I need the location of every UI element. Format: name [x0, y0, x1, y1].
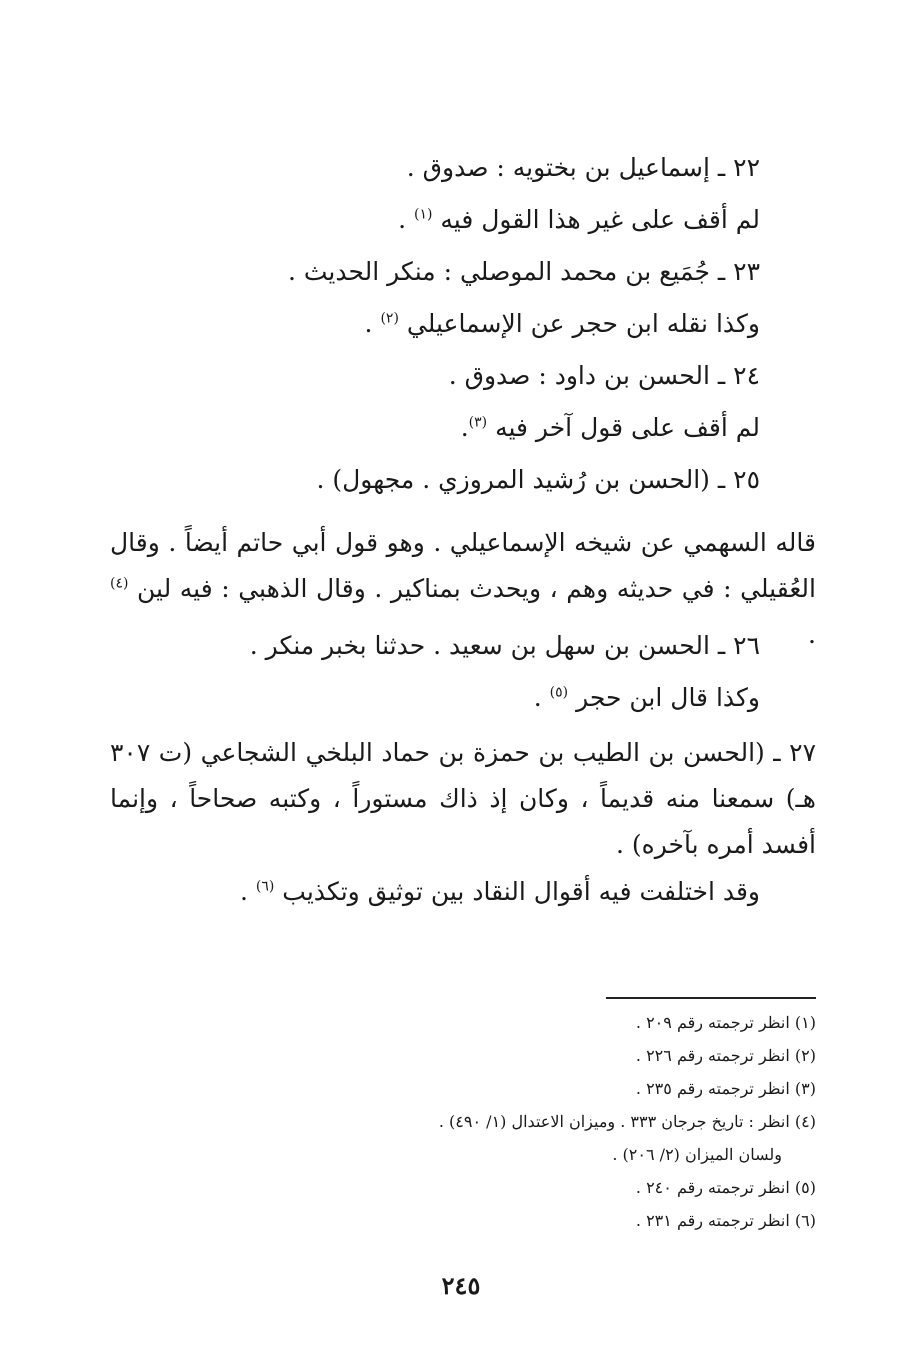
- main-text: [110, 142, 760, 506]
- entry-25-note: قاله السهمي عن شيخه الإسماعيلي . وهو قول أبي حاتم أيضاً . وقال العُقيلي : في حديثه وهم ، ويحدث بمناكير . وقال الذهبي : فيه لين $^{(٤)}$ .: [110, 528, 816, 649]
- footnote-ref: (١): [413, 206, 433, 223]
- entry-24-note: لم أقف على قول آخر فيه $^{(٣)}$.: [460, 413, 760, 442]
- footnote-1: (١) انظر ترجمته رقم ٢٠٩ .: [635, 1013, 816, 1032]
- footnote-2: (٢) انظر ترجمته رقم ٢٢٦ .: [635, 1046, 816, 1065]
- entry-25-heading: ٢٥ ـ (الحسن بن رُشيد المروزي . مجهول) .: [316, 465, 760, 494]
- footnote-ref: (٢): [380, 310, 399, 327]
- footnote-divider: [606, 997, 816, 999]
- entry-23-note: وكذا نقله ابن حجر عن الإسماعيلي $^{(٢)}$ .: [364, 309, 760, 338]
- footnote-ref: (٣): [468, 414, 488, 431]
- footnote-ref: (٦): [255, 878, 275, 895]
- entry-27-note: وقد اختلفت فيه أقوال النقاد بين توثيق وتكذيب $^{(٦)}$ .: [239, 877, 760, 906]
- entry-26-heading: ٢٦ ـ الحسن بن سهل بن سعيد . حدثنا بخبر منكر .: [249, 631, 760, 660]
- footnote-4-continuation: ولسان الميزان (٢/ ٢٠٦) .: [612, 1145, 782, 1164]
- footnote-6: (٦) انظر ترجمته رقم ٢٣١ .: [635, 1211, 816, 1230]
- main-text-wide-2: [110, 730, 816, 876]
- entry-24-heading: ٢٤ ـ الحسن بن داود : صدوق .: [448, 361, 760, 390]
- entry-22-note: لم أقف على غير هذا القول فيه $^{(١)}$ .: [398, 205, 760, 234]
- footnote-3: (٣) انظر ترجمته رقم ٢٣٥ .: [635, 1079, 816, 1098]
- footnotes: [256, 1006, 816, 1237]
- footnote-ref: (٥): [549, 684, 569, 701]
- entry-26-note: وكذا قال ابن حجر $^{(٥)}$ .: [533, 683, 760, 712]
- entry-27-heading: ٢٧ ـ (الحسن بن الطيب بن حمزة بن حماد البلخي الشجاعي (ت ٣٠٧ هـ) سمعنا منه قديماً ، وكان إذ ذاك مستوراً ، وكتبه صحاحاً ، وإنما أفسد أمره بآخره) .: [110, 738, 816, 859]
- main-text-2: [110, 620, 760, 724]
- entry-23-heading: ٢٣ ـ جُمَيع بن محمد الموصلي : منكر الحديث .: [287, 257, 760, 286]
- footnote-5: (٥) انظر ترجمته رقم ٢٤٠ .: [635, 1178, 816, 1197]
- main-text-3: [110, 866, 760, 918]
- page-number: ٢٤٥: [441, 1271, 481, 1300]
- footnote-4: (٤) انظر : تاريخ جرجان ٣٣٣ . وميزان الاعتدال (١/ ٤٩٠) .: [438, 1112, 816, 1131]
- entry-22-heading: ٢٢ ـ إسماعيل بن بختويه : صدوق .: [406, 153, 760, 182]
- footnote-ref: (٤): [110, 575, 129, 592]
